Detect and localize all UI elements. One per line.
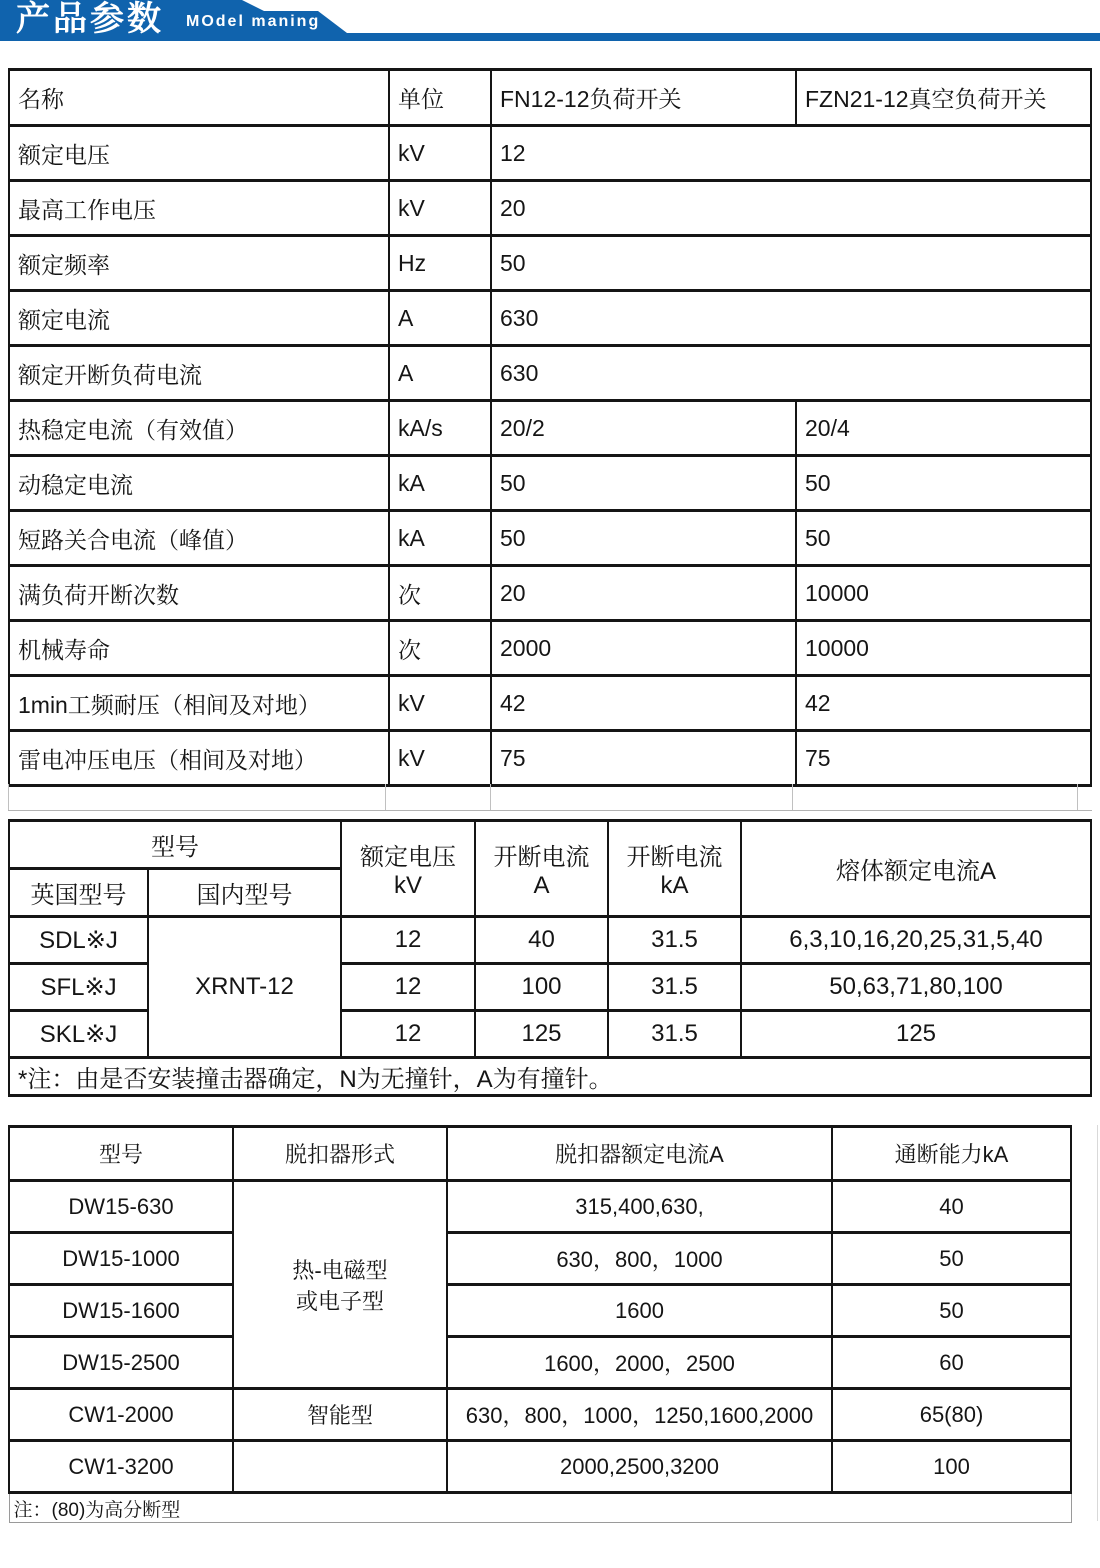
t2-a: 125 — [475, 1011, 608, 1058]
t1-unit: kA/s — [389, 401, 491, 456]
t1-shared-value: 20 — [491, 181, 1091, 236]
t1-unit: 次 — [389, 621, 491, 676]
t1-row-label: 额定开断负荷电流 — [9, 346, 389, 401]
table-row — [9, 126, 1091, 181]
t3-note: 注：(80)为高分断型 — [9, 1493, 1071, 1523]
t1-unit: kV — [389, 731, 491, 786]
banner-ribbon-shape — [0, 0, 1100, 41]
fuse-model-table — [8, 819, 1092, 1097]
t2-header-model-group: 型号 — [9, 821, 341, 869]
t3-trip-type — [233, 1441, 447, 1493]
t3-model: DW15-1000 — [9, 1233, 233, 1285]
t2-fuse-values: 50,63,71,80,100 — [741, 964, 1091, 1011]
t1-fn12-value: 2000 — [491, 621, 796, 676]
t1-row-label: 热稳定电流（有效值） — [9, 401, 389, 456]
fuse-table-header-row — [9, 821, 1091, 869]
table-row — [9, 1233, 1071, 1285]
t3-header-model: 型号 — [9, 1127, 233, 1181]
t1-row-label: 额定电流 — [9, 291, 389, 346]
page-banner — [0, 0, 1100, 41]
t1-row-label: 额定电压 — [9, 126, 389, 181]
t1-fn12-value: 50 — [491, 511, 796, 566]
banner-subtitle: MOdel maning — [186, 13, 321, 30]
t3-trip-current: 315,400,630, — [447, 1181, 832, 1233]
t1-row-label: 1min工频耐压（相间及对地） — [9, 676, 389, 731]
t3-header-breaking-capacity: 通断能力kA — [832, 1127, 1071, 1181]
t3-trip-current: 2000,2500,3200 — [447, 1441, 832, 1493]
table-row — [9, 236, 1091, 291]
t1-shared-value: 50 — [491, 236, 1091, 291]
t2-kv: 12 — [341, 1011, 475, 1058]
t2-header-uk-model: 英国型号 — [9, 869, 148, 917]
t3-trip-type-line2: 或电子型 — [295, 1288, 384, 1314]
t1-row-label: 额定频率 — [9, 236, 389, 291]
t1-fzn21-value: 50 — [796, 456, 1091, 511]
t1-fzn21-value: 42 — [796, 676, 1091, 731]
table-row — [9, 1181, 1071, 1233]
t1-header-name: 名称 — [9, 70, 389, 126]
t3-model: DW15-1600 — [9, 1285, 233, 1337]
parameter-table — [8, 68, 1092, 787]
t1-header-fzn21: FZN21-12真空负荷开关 — [796, 70, 1091, 126]
gridline — [8, 784, 9, 810]
t1-row-label: 雷电冲压电压（相间及对地） — [9, 731, 389, 786]
t2-header-voltage-unit: kV — [393, 872, 422, 899]
gridline — [490, 784, 491, 810]
t3-breaking: 50 — [832, 1285, 1071, 1337]
gridline — [1097, 1125, 1098, 1521]
t1-unit: kV — [389, 676, 491, 731]
t1-unit: A — [389, 291, 491, 346]
t2-uk-model: SFL※J — [9, 964, 148, 1011]
table-row — [9, 566, 1091, 621]
t1-fn12-value: 75 — [491, 731, 796, 786]
t1-row-label: 短路关合电流（峰值） — [9, 511, 389, 566]
t2-header-breaking-a — [475, 821, 608, 917]
t2-ka: 31.5 — [608, 917, 741, 964]
t1-fzn21-value: 50 — [796, 511, 1091, 566]
t1-fn12-value: 50 — [491, 456, 796, 511]
table-row — [9, 346, 1091, 401]
t2-fuse-values: 125 — [741, 1011, 1091, 1058]
gridline — [1077, 784, 1078, 810]
t3-breaking: 40 — [832, 1181, 1071, 1233]
t3-trip-current: 1600 — [447, 1285, 832, 1337]
t2-a: 100 — [475, 964, 608, 1011]
empty-row — [8, 784, 1092, 811]
t1-unit: Hz — [389, 236, 491, 291]
t3-model: DW15-2500 — [9, 1337, 233, 1389]
t2-fuse-values: 6,3,10,16,20,25,31,5,40 — [741, 917, 1091, 964]
t1-unit: kV — [389, 181, 491, 236]
gridline — [792, 784, 793, 810]
t3-breaking: 60 — [832, 1337, 1071, 1389]
t1-fzn21-value: 10000 — [796, 566, 1091, 621]
t2-uk-model: SDL※J — [9, 917, 148, 964]
t2-header-breaking-a-unit: A — [533, 872, 550, 899]
table-row — [9, 181, 1091, 236]
t3-model: CW1-3200 — [9, 1441, 233, 1493]
banner-title: 产品参数 — [16, 0, 164, 38]
t2-uk-model: SKL※J — [9, 1011, 148, 1058]
t1-shared-value: 12 — [491, 126, 1091, 181]
t1-row-label: 最高工作电压 — [9, 181, 389, 236]
table-row — [9, 676, 1091, 731]
breaker-table-header-row — [9, 1127, 1071, 1181]
t1-shared-value: 630 — [491, 291, 1091, 346]
t2-header-cn-model: 国内型号 — [148, 869, 341, 917]
t1-fzn21-value: 75 — [796, 731, 1091, 786]
t1-fzn21-value: 10000 — [796, 621, 1091, 676]
t3-breaking: 65(80) — [832, 1389, 1071, 1441]
t3-breaking: 100 — [832, 1441, 1071, 1493]
t2-a: 40 — [475, 917, 608, 964]
breaker-table-note-row — [9, 1493, 1071, 1523]
table-row — [9, 731, 1091, 786]
table-row — [9, 401, 1091, 456]
t1-unit: 次 — [389, 566, 491, 621]
t1-row-label: 动稳定电流 — [9, 456, 389, 511]
gridline — [385, 784, 386, 810]
table-row — [9, 1389, 1071, 1441]
t1-row-label: 机械寿命 — [9, 621, 389, 676]
t1-shared-value: 630 — [491, 346, 1091, 401]
table-row — [9, 1337, 1071, 1389]
t1-fn12-value: 20 — [491, 566, 796, 621]
t3-trip-type-line1: 热-电磁型 — [292, 1257, 388, 1283]
t2-kv: 12 — [341, 917, 475, 964]
breaker-table — [8, 1125, 1072, 1523]
t3-trip-type-shared — [233, 1181, 447, 1389]
t3-model: DW15-630 — [9, 1181, 233, 1233]
t2-kv: 12 — [341, 964, 475, 1011]
t3-breaking: 50 — [832, 1233, 1071, 1285]
t2-header-voltage — [341, 821, 475, 917]
table-row — [9, 1285, 1071, 1337]
t2-ka: 31.5 — [608, 1011, 741, 1058]
parameter-table-header-row — [9, 70, 1091, 126]
t3-trip-current: 1600，2000，2500 — [447, 1337, 832, 1389]
t2-header-fuse-current: 熔体额定电流A — [741, 821, 1091, 917]
table-row — [9, 621, 1091, 676]
t1-fzn21-value: 20/4 — [796, 401, 1091, 456]
t3-trip-current: 630，800，1000 — [447, 1233, 832, 1285]
t1-header-unit: 单位 — [389, 70, 491, 126]
t1-unit: kV — [389, 126, 491, 181]
t2-header-breaking-ka-label: 开断电流 — [626, 844, 723, 871]
t2-ka: 31.5 — [608, 964, 741, 1011]
fuse-table-note-row — [9, 1058, 1091, 1096]
table-row — [9, 511, 1091, 566]
t2-cn-model: XRNT-12 — [148, 917, 341, 1058]
t1-header-fn12: FN12-12负荷开关 — [491, 70, 796, 126]
table-row — [9, 291, 1091, 346]
t2-header-breaking-ka — [608, 821, 741, 917]
t2-note: *注：由是否安装撞击器确定，N为无撞针，A为有撞针。 — [9, 1058, 1091, 1096]
t1-fn12-value: 42 — [491, 676, 796, 731]
t1-unit: A — [389, 346, 491, 401]
t3-trip-type: 智能型 — [233, 1389, 447, 1441]
t1-row-label: 满负荷开断次数 — [9, 566, 389, 621]
t1-unit: kA — [389, 456, 491, 511]
t2-header-breaking-ka-unit: kA — [660, 872, 689, 899]
table-row — [9, 456, 1091, 511]
t2-header-breaking-a-label: 开断电流 — [493, 844, 590, 871]
t3-header-trip-current: 脱扣器额定电流A — [447, 1127, 832, 1181]
t3-trip-current: 630，800，1000，1250,1600,2000 — [447, 1389, 832, 1441]
table-row — [9, 917, 1091, 964]
t3-header-trip-type: 脱扣器形式 — [233, 1127, 447, 1181]
t2-header-voltage-label: 额定电压 — [360, 844, 456, 871]
t1-fn12-value: 20/2 — [491, 401, 796, 456]
table-row — [9, 1441, 1071, 1493]
t3-model: CW1-2000 — [9, 1389, 233, 1441]
t1-unit: kA — [389, 511, 491, 566]
